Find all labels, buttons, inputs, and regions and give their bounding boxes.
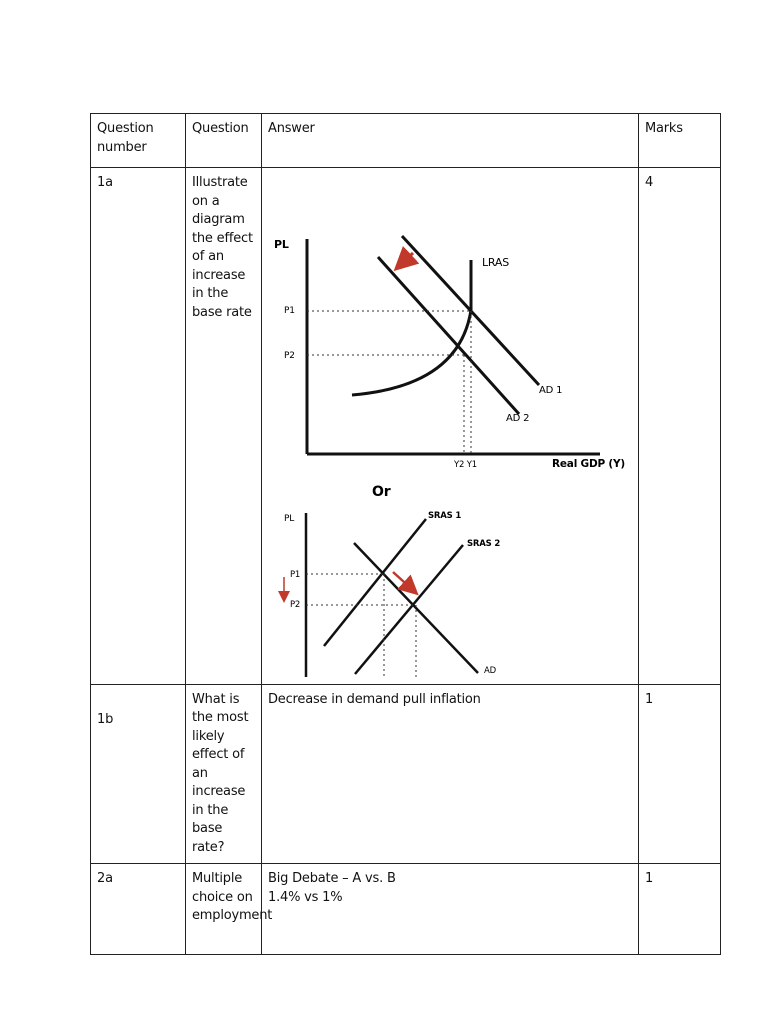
mark-scheme-table xyxy=(90,113,721,955)
sras-ad-diagram xyxy=(284,511,565,677)
question-number: 2a xyxy=(91,864,186,955)
table-row xyxy=(91,684,721,864)
header-answer: Answer xyxy=(262,114,639,168)
question-text: Illustrate on a diagram the effect of an increase in the base rate xyxy=(186,168,262,685)
header-question-number: Question number xyxy=(91,114,186,168)
d1-output-labels: Y2 Y1 xyxy=(454,460,477,470)
d2-y-label: PL xyxy=(284,514,295,524)
diagrams-svg xyxy=(262,168,639,677)
marks-value: 1 xyxy=(639,864,721,955)
ad2-curve xyxy=(378,257,519,414)
d1-x-label: Real GDP (Y) xyxy=(552,458,626,470)
marks-value: 4 xyxy=(639,168,721,685)
ad2-label: AD 2 xyxy=(506,413,530,424)
sras1-label: SRAS 1 xyxy=(428,511,462,521)
or-label: Or xyxy=(372,484,391,500)
d1-p1-label: P1 xyxy=(284,306,295,316)
d2-ad-label: AD xyxy=(484,666,496,676)
lras-curve xyxy=(352,260,471,395)
d1-p2-label: P2 xyxy=(284,351,295,361)
question-number-text: 1b xyxy=(97,711,114,727)
marks-value: 1 xyxy=(639,684,721,864)
answer-text: Big Debate – A vs. B 1.4% vs 1% xyxy=(262,864,639,955)
sras2-label: SRAS 2 xyxy=(467,539,501,549)
question-text: Multiple choice on employment xyxy=(186,864,262,955)
sras2-curve xyxy=(355,545,463,674)
question-text: What is the most likely effect of an increase in the base rate? xyxy=(186,684,262,864)
question-number: 1a xyxy=(91,168,186,685)
header-row xyxy=(91,114,721,168)
ad-lras-diagram xyxy=(274,236,625,470)
lras-label: LRAS xyxy=(482,256,510,269)
answer-text: Decrease in demand pull inflation xyxy=(262,684,639,864)
question-number xyxy=(91,684,186,864)
d2-p1-label: P1 xyxy=(290,570,301,580)
table-row xyxy=(91,864,721,955)
table-row xyxy=(91,168,721,685)
ad1-label: AD 1 xyxy=(539,385,563,396)
d1-y-label: PL xyxy=(274,238,289,251)
ad-shift-arrow-icon xyxy=(398,253,413,267)
header-question: Question xyxy=(186,114,262,168)
sras1-curve xyxy=(324,519,426,646)
header-marks: Marks xyxy=(639,114,721,168)
d2-p2-label: P2 xyxy=(290,600,301,610)
answer-diagrams xyxy=(262,168,639,685)
